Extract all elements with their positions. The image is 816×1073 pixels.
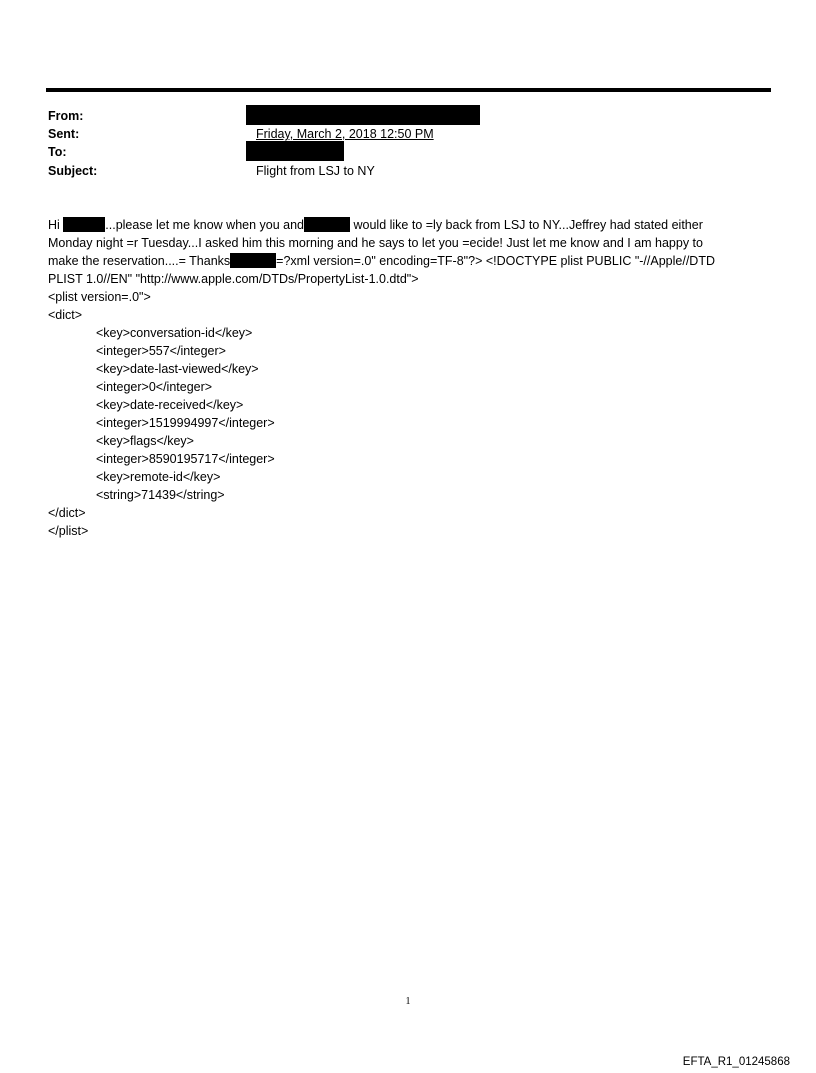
dict-line: <integer>557</integer>	[96, 344, 226, 358]
body-text-segment: Hi	[48, 218, 64, 232]
body-text-segment: would like to =ly back from LSJ to NY...Jeffrey had stated either	[350, 218, 703, 232]
document-id: EFTA_R1_01245868	[682, 1056, 790, 1068]
body-line-4: PLIST 1.0//EN" "http://www.apple.com/DTDs/PropertyList-1.0.dtd">	[48, 272, 419, 286]
dict-line: <key>conversation-id</key>	[96, 326, 253, 340]
body-text-segment: =?xml version=.0" encoding=TF-8"?> <!DOCTYPE plist PUBLIC "-//Apple//DTD	[276, 254, 715, 268]
body-text-segment: ...please let me know when you and	[105, 218, 305, 232]
name-redaction	[230, 253, 276, 268]
dict-line: <integer>1519994997</integer>	[96, 416, 275, 430]
email-body	[48, 216, 768, 540]
dict-line: <integer>0</integer>	[96, 380, 213, 394]
plist-close: </plist>	[48, 524, 89, 538]
dict-line: <key>date-last-viewed</key>	[96, 362, 259, 376]
subject-label: Subject:	[48, 164, 98, 178]
from-redaction	[246, 105, 480, 125]
body-text-segment: make the reservation....= Thanks	[48, 254, 231, 268]
page-number: 1	[405, 996, 411, 1007]
dict-line: <key>date-received</key>	[96, 398, 244, 412]
sent-value: Friday, March 2, 2018 12:50 PM	[256, 127, 434, 141]
sent-label: Sent:	[48, 127, 80, 141]
to-redaction	[246, 141, 344, 161]
body-line-1	[48, 216, 768, 234]
dict-line: <key>remote-id</key>	[96, 470, 221, 484]
dict-line: <key>flags</key>	[96, 434, 194, 448]
dict-line: <integer>8590195717</integer>	[96, 452, 275, 466]
dict-line: <string>71439</string>	[96, 488, 225, 502]
header-rule	[46, 88, 771, 92]
subject-value: Flight from LSJ to NY	[256, 164, 375, 178]
body-line-2: Monday night =r Tuesday...I asked him this morning and he says to let you =ecide! Just let me know and I am happy to	[48, 236, 703, 250]
to-label: To:	[48, 145, 67, 159]
dict-close: </dict>	[48, 506, 86, 520]
body-line-3	[48, 252, 768, 270]
dict-open: <dict>	[48, 308, 83, 322]
name-redaction	[63, 217, 105, 232]
plist-open: <plist version=.0">	[48, 290, 151, 304]
name-redaction	[304, 217, 350, 232]
from-label: From:	[48, 109, 84, 123]
